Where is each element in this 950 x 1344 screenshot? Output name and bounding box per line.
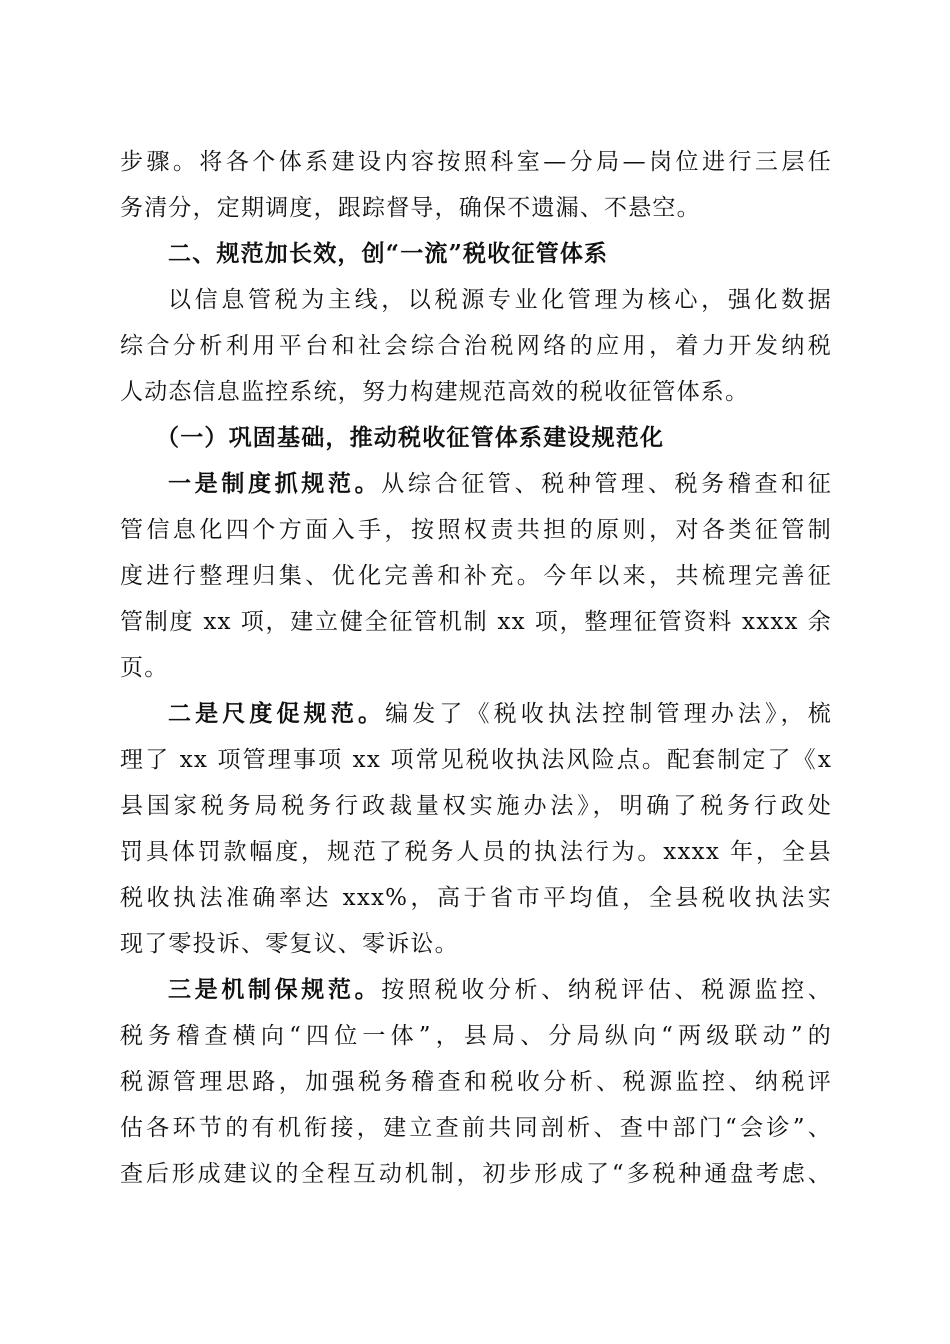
paragraph-2-line-3: 人动态信息监控系统，努力构建规范高效的税收征管体系。	[120, 379, 750, 405]
paragraph-5-line-2: 税务稽查横向“四位一体”，县局、分局纵向“两级联动”的	[120, 1023, 832, 1049]
paragraph-3-lead: 一是制度抓规范。	[168, 470, 382, 497]
paragraph-5-line-5: 查后形成建议的全程互动机制，初步形成了“多税种通盘考虑、	[120, 1161, 832, 1187]
paragraph-4-line-6: 现了零投诉、零复议、零诉讼。	[120, 931, 459, 957]
paragraph-3-line-5: 页。	[120, 655, 169, 681]
subsection-heading-1: （一）巩固基础，推动税收征管体系建设规范化	[156, 424, 665, 451]
paragraph-3-line-2: 管信息化四个方面入手，按照权责共担的原则，对各类征管制	[120, 517, 832, 543]
paragraph-3-line-4: 管制度 xx 项，建立健全征管机制 xx 项，整理征管资料 xxxx 余	[120, 609, 832, 635]
paragraph-3-line-3: 度进行整理归集、优化完善和补充。今年以来，共梳理完善征	[120, 563, 832, 589]
paragraph-3-line-1-text: 从综合征管、税种管理、税务稽查和征	[381, 471, 832, 497]
paragraph-2-line-1: 以信息管税为主线，以税源专业化管理为核心，强化数据	[168, 287, 832, 313]
paragraph-5-line-4: 估各环节的有机衔接，建立查前共同剖析、查中部门“会诊”、	[120, 1115, 832, 1141]
paragraph-5-line-1	[168, 970, 832, 1010]
paragraph-5-line-3: 税源管理思路，加强税务稽查和税收分析、税源监控、纳税评	[120, 1069, 832, 1095]
paragraph-5-lead: 三是机制保规范。	[168, 976, 382, 1003]
paragraph-4-line-5: 税收执法准确率达 xxx%，高于省市平均值，全县税收执法实	[120, 885, 832, 911]
paragraph-3-line-1	[168, 464, 832, 504]
paragraph-4-line-4: 罚具体罚款幅度，规范了税务人员的执法行为。xxxx 年，全县	[120, 839, 832, 865]
paragraph-2-line-2: 综合分析利用平台和社会综合治税网络的应用，着力开发纳税	[120, 333, 832, 359]
paragraph-1-line-2: 务清分，定期调度，跟踪督导，确保不遗漏、不悬空。	[120, 195, 701, 221]
paragraph-5-line-1-text: 按照税收分析、纳税评估、税源监控、	[381, 977, 832, 1003]
paragraph-4-line-1-text: 编发了《税收执法控制管理办法》，梳	[385, 701, 832, 727]
paragraph-4-line-1	[168, 694, 832, 734]
paragraph-4-line-2: 理了 xx 项管理事项 xx 项常见税收执法风险点。配套制定了《x	[120, 747, 832, 773]
paragraph-4-line-3: 县国家税务局税务行政裁量权实施办法》，明确了税务行政处	[120, 793, 832, 819]
section-heading-2: 二、规范加长效，创“一流”税收征管体系	[168, 240, 609, 267]
paragraph-4-lead: 二是尺度促规范。	[168, 700, 386, 727]
paragraph-1-line-1: 步骤。将各个体系建设内容按照科室—分局—岗位进行三层任	[120, 149, 832, 175]
